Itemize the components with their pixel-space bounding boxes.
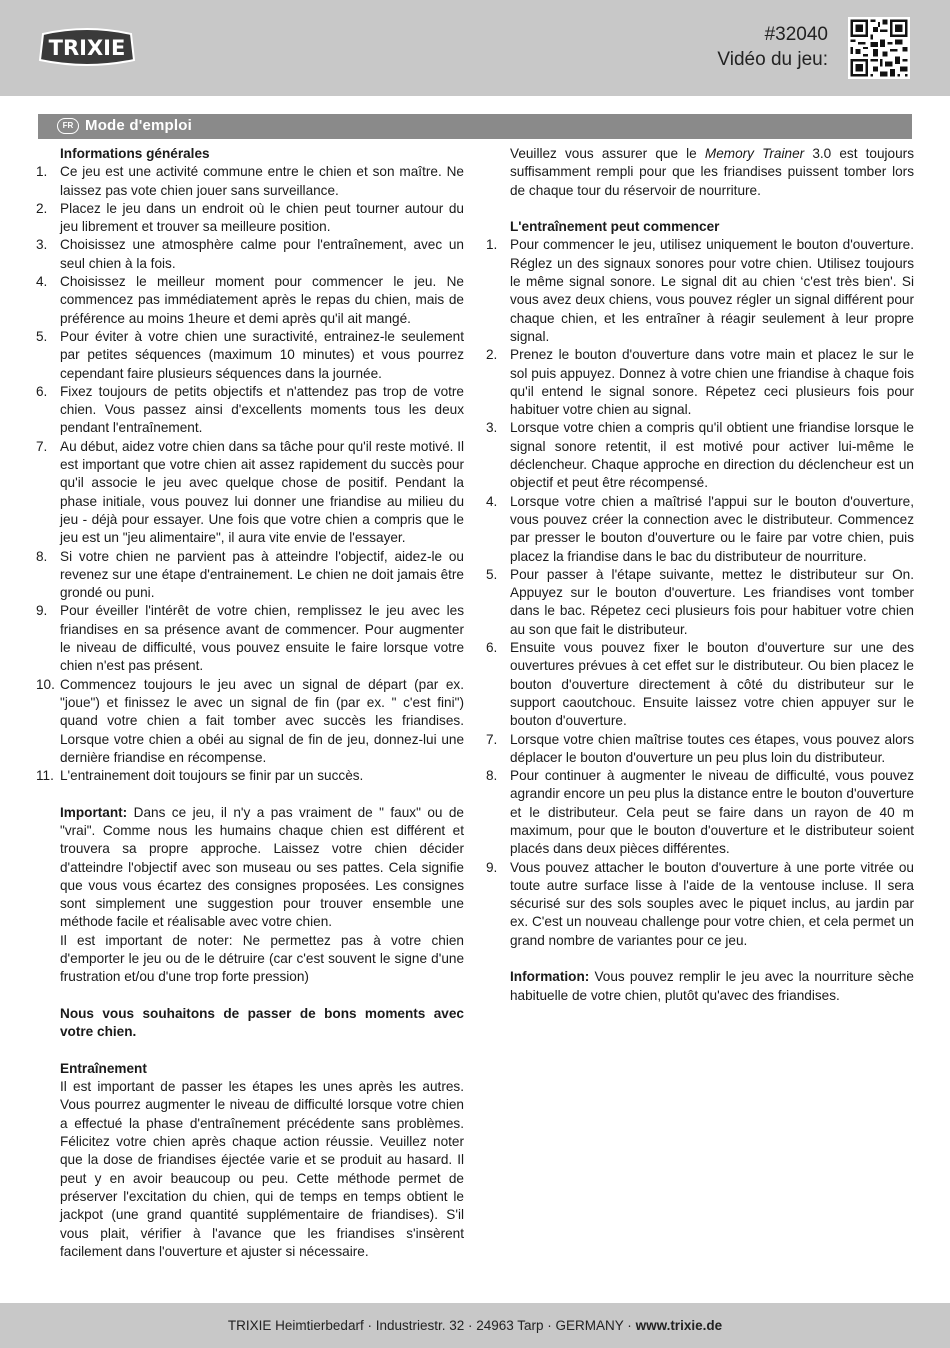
reservoir-note: Veuillez vous assurer que le Memory Trainer 3.0 est toujours suffisamment rempli pour que les friandises puissent tomber lors de chaque tour du réservoir de nourriture. [510,146,914,198]
list-item: 5. Pour éviter à votre chien une suractivité, entrainez-le seulement par petites séquences (maximum 10 minutes) et vous pourrez cependant faire plusieurs séquences dans la journée. [36,328,464,381]
product-name: Memory Trainer [704,146,805,161]
wish-text: Nous vous souhaitons de passer de bons moments avec votre chien. [60,1005,464,1040]
important-label: Important: [60,804,128,820]
training-text: Il est important de passer les étapes les unes après les autres. Vous pourrez augmenter le niveau de difficulté lorsque votre chien a effectué la phase d'entraînement précédente sans problèmes. Félicitez votre chien après chaque action réussie. Veuillez noter que la dose de friandises éjectée varie et se produit au hasard. Il peut y en avoir beaucoup ou peu. Cette méthode permet de préserver l'excitation du chien, qui de temps en temps obtient le jackpot (une grand quantité supplémentaire de friandises). S'il vous plait, vérifier à l'avance que les friandises s'insèrent facilement dans l'ouverture et ajuster si nécessaire. [60,1079,464,1259]
list-item: 1. Pour commencer le jeu, utilisez uniquement le bouton d'ouverture. Réglez un des signaux sonores pour votre chien. Utilisez toujours le même signal sonore. Le signal dit au chien ‘c'est très bien'. Si vous avez deux chiens, vous pouvez régler un signal différent pour chaque chien, et les entraîner à réagir seulement à leur propre signal. [486,237,914,344]
video-label: Vidéo du jeu: [717,49,828,70]
list-item: 8. Si votre chien ne parvient pas à atteindre l'objectif, aidez-le ou revenez sur une étape d'entrainement. Le chien ne doit jamais être grondé ou puni. [36,548,464,601]
list-item: 11. L'entrainement doit toujours se finir par un succès. [36,768,364,784]
list-item: 4. Choisissez le meilleur moment pour commencer le jeu. Ne commencez pas immédiatement après le repas du chien, mais de préférence au moins 1heure et demi après qu'il ait mangé. [36,274,464,326]
page-footer [0,1303,950,1348]
list-item: 4. Lorsque votre chien a maîtrisé l'appui sur le bouton d'ouverture, vous pouvez créer la connection avec le distributeur. Commencez par presser le bouton d'ouverture ou le faire par votre chien, puis placez la friandise dans le bac du distributeur de nourriture. [486,493,914,564]
language-badge: FR [57,118,79,134]
left-column [36,145,464,1261]
list-item: 7. Au début, aidez votre chien dans sa tâche pour qu'il reste motivé. Il est important que votre chien ait assez rapidement du succès pour qu'il associe le jeu avec quelque chose de positif. Pendant la phase initiale, vous pouvez lui donner une friandise au milieu du jeu - déjà pour essayer. Une fois que votre chien a compris que le jeu est un "jeu alimentaire", il aura vite envie de l'essayer. [36,438,464,546]
list-item: 6. Ensuite vous pouvez fixer le bouton d'ouverture sur une des ouvertures prévues à cet effet sur le distributeur. Ou bien placez le bouton d'ouverture directement à côté du distributeur sur le support caoutchouc. Ensuite laissez votre chien appuyer sur le bouton d'ouverture. [486,640,914,729]
important-paragraph: Important: Dans ce jeu, il n'y a pas vraiment de " faux" ou de "vrai". Comme nous les humains chaque chien est différent et trouvera sa propre approche. Laissez votre chien décider d'atteindre l'objectif avec son museau ou ses pattes. Cela signifie que vous vous écartez des consignes proposées. Les consignes sont simplement une suggestion pour trouver ensemble une méthode facile et réalisable avec votre chien. [60,804,464,930]
qr-code-icon[interactable] [848,17,910,79]
section-title: Mode d'emploi [85,117,192,134]
list-item: 6. Fixez toujours de petits objectifs et n'attendez pas trop de votre chien. Vous passez ainsi d'excellents moments tous les deux pendant l'entraînement. [36,383,464,436]
footer-website-link[interactable]: www.trixie.de [635,1318,723,1333]
article-number: #32040 [764,24,828,45]
list-item: 10. Commencez toujours le jeu avec un signal de départ (par ex. "joue") et finissez le avec un signal de fin (par ex. " c'est fini") quand votre chien a fait tomber avec succès les friandises. Lorsque votre chien a obéi au signal de fin de jeu, donnez-lui une dernière friandise en récompense. [36,676,464,765]
footer-address: TRIXIE Heimtierbedarf · Industriestr. 32 · 24963 Tarp · GERMANY · [227,1318,636,1333]
list-item: 2. Placez le jeu dans un endroit où le chien peut tourner autour du jeu librement et trouver sa meilleure position. [36,200,464,235]
list-item: 3. Choisissez une atmosphère calme pour l'entraînement, avec un seul chien à la fois. [36,237,464,271]
section-header-bar [38,114,912,139]
svg-text:TRIXIE: TRIXIE [48,36,126,60]
information-paragraph: Information: Vous pouvez remplir le jeu avec la nourriture sèche habituelle de votre chien, plutôt qu'avec des friandises. [510,969,914,1003]
list-item: 7. Lorsque votre chien maîtrise toutes ces étapes, vous pouvez alors déplacer le bouton d'ouverture un peu plus loin du distributeur. [486,731,914,765]
list-item: 2. Prenez le bouton d'ouverture dans votre main et placez le sur le sol puis appuyez. Donnez à votre chien une friandise à chaque fois qu'il entend le signal sonore. Répetez ceci plusieurs fois pour habituer votre chien au signal. [486,347,914,418]
general-list [36,163,464,785]
start-heading: L'entraînement peut commencer [510,219,720,235]
product-info [717,22,828,72]
information-label: Information: [510,969,590,985]
list-item: 8. Pour continuer à augmenter le niveau de difficulté, vous pouvez agrandir encore un peu plus la distance entre le bouton d'ouverture et le distributeur. Cela peut se faire dans un rayon de 40 m maximum, pour que le bouton d'ouverture et le distributeur soient placés dans deux pièces différentes. [486,768,914,857]
page-header [0,0,950,96]
trixie-logo [37,26,137,68]
list-item: 9. Pour éveiller l'intérêt de votre chien, remplissez le jeu avec les friandises en sa présence avant de commencer. Pour augmenter le niveau de difficulté, vous pouvez ensuite le faire lorsque votre chien n'est pas présent. [36,603,464,674]
general-heading: Informations générales [60,146,210,161]
list-item: 3. Lorsque votre chien a compris qu'il obtient une friandise lorsque le signal sonore retentit, il est motivé pour activer lui-même le déclencheur. Chaque approche en direction du déclencheur est un objectif et peut être récompensé. [486,420,914,491]
right-column [486,145,914,1005]
list-item: 1. Ce jeu est une activité commune entre le chien et son maître. Ne laissez pas vote chien jouer sans surveillance. [36,164,464,198]
list-item: 9. Vous pouvez attacher le bouton d'ouverture à une porte vitrée ou toute autre surface lisse à l'aide de la ventouse incluse. Il sera sécurisé sur des sols souples avec le piquet inclus, au jardin par ex. C'est un nouveau challenge pour votre chien, et cela permet un grand nombre de variantes pour ce jeu. [486,859,914,948]
important-note: Il est important de noter: Ne permettez pas à votre chien d'emporter le jeu ou de le détruire (car c'est souvent le signe d'une frustration et/ou d'une trop forte pression) [60,932,464,985]
list-item: 5. Pour passer à l'étape suivante, mettez le distributeur sur On. Appuyez sur le bouton d'ouverture. Les friandises vont tomber dans le bac. Répetez ceci plusieurs fois pour habituer votre chien au son que fait le distributeur. [486,566,914,637]
training-heading: Entraînement [60,1060,147,1076]
start-list [486,236,914,950]
